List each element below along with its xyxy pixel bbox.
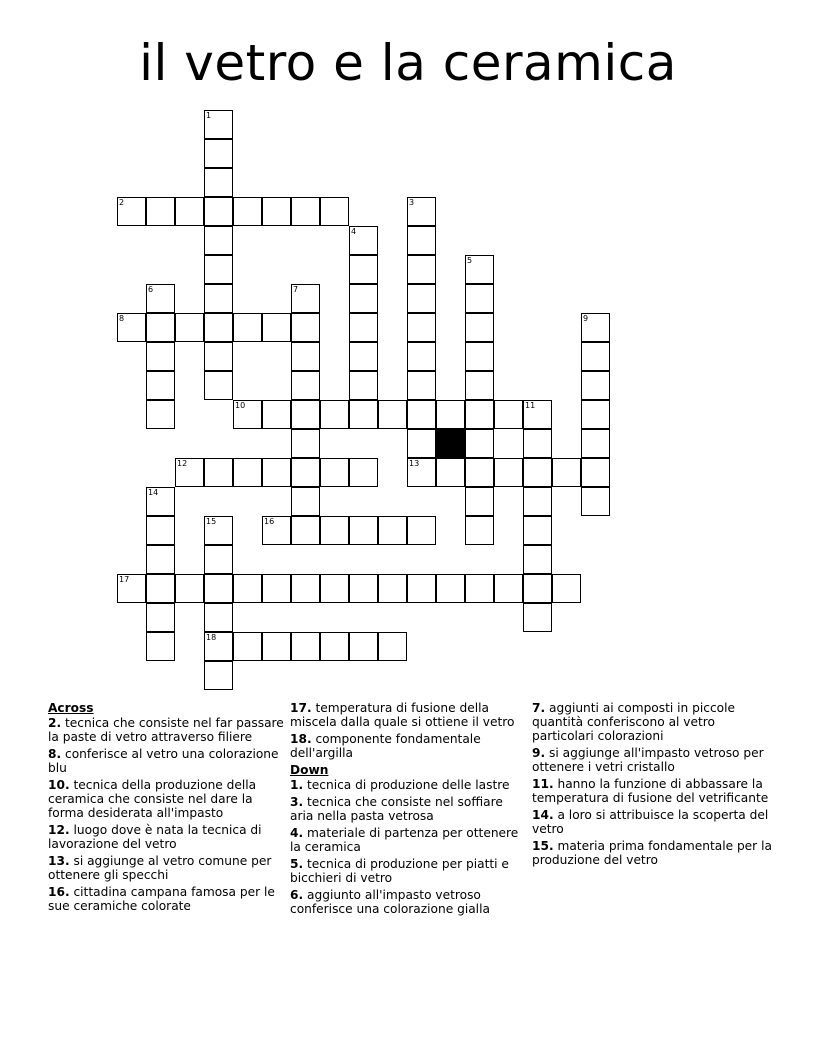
grid-cell[interactable] <box>204 458 233 487</box>
grid-cell[interactable] <box>465 487 494 516</box>
clue-number-label: 7. <box>532 701 546 715</box>
clue-number: 6 <box>148 285 154 294</box>
grid-cell[interactable] <box>291 487 320 516</box>
grid-cell[interactable] <box>117 574 146 603</box>
clue-number-label: 11. <box>532 777 554 791</box>
clue-number-label: 18. <box>290 732 312 746</box>
grid-cell[interactable] <box>262 400 291 429</box>
clue-number: 16 <box>264 517 275 526</box>
grid-cell[interactable] <box>349 574 378 603</box>
clue-text: hanno la funzione di abbassare la temperatura di fusione del vetrificante <box>532 777 769 805</box>
grid-cell[interactable] <box>436 574 465 603</box>
down-clue-6 <box>290 888 530 916</box>
grid-cell[interactable] <box>407 371 436 400</box>
clue-text: tecnica che consiste nel far passare la paste di vetro attraverso filiere <box>48 716 284 744</box>
clue-number-label: 15. <box>532 839 554 853</box>
grid-cell[interactable] <box>494 458 523 487</box>
clue-number-label: 6. <box>290 888 304 902</box>
grid-cell[interactable] <box>494 400 523 429</box>
clue-text: componente fondamentale dell'argilla <box>290 732 481 760</box>
clue-number: 8 <box>119 314 125 323</box>
grid-cell[interactable] <box>204 110 233 139</box>
grid-cell[interactable] <box>291 632 320 661</box>
clue-number-label: 10. <box>48 778 70 792</box>
grid-cell[interactable] <box>465 429 494 458</box>
grid-cell[interactable] <box>262 574 291 603</box>
grid-cell[interactable] <box>465 400 494 429</box>
grid-cell[interactable] <box>146 371 175 400</box>
clue-number: 9 <box>583 314 589 323</box>
grid-cell[interactable] <box>146 342 175 371</box>
down-clues-column-2 <box>532 701 772 870</box>
grid-cell[interactable] <box>523 458 552 487</box>
clue-number: 18 <box>206 633 217 642</box>
grid-cell[interactable] <box>291 284 320 313</box>
grid-cell[interactable] <box>436 458 465 487</box>
down-clue-4 <box>290 826 530 854</box>
clue-number: 1 <box>206 111 212 120</box>
clue-text: materia prima fondamentale per la produzione del vetro <box>532 839 772 867</box>
clue-number-label: 8. <box>48 747 62 761</box>
clue-number: 3 <box>409 198 415 207</box>
grid-cell[interactable] <box>204 632 233 661</box>
grid-cell[interactable] <box>378 516 407 545</box>
grid-cell[interactable] <box>233 632 262 661</box>
clue-number-label: 13. <box>48 854 70 868</box>
clue-number-label: 16. <box>48 885 70 899</box>
grid-cell[interactable] <box>349 313 378 342</box>
clue-number: 5 <box>467 256 473 265</box>
grid-cell[interactable] <box>146 313 175 342</box>
grid-cell[interactable] <box>233 197 262 226</box>
across-heading: Across <box>48 701 94 715</box>
grid-cell[interactable] <box>581 458 610 487</box>
grid-cell[interactable] <box>262 313 291 342</box>
down-clue-11 <box>532 777 772 805</box>
clue-number: 7 <box>293 285 299 294</box>
grid-cell[interactable] <box>552 458 581 487</box>
grid-cell[interactable] <box>349 400 378 429</box>
down-clue-5 <box>290 857 530 885</box>
grid-cell[interactable] <box>407 342 436 371</box>
grid-cell[interactable] <box>407 458 436 487</box>
across-clues <box>48 701 288 916</box>
clue-text: tecnica che consiste nel soffiare aria nella pasta vetrosa <box>290 795 503 823</box>
grid-cell[interactable] <box>204 603 233 632</box>
across-clue-13 <box>48 854 288 882</box>
grid-cell[interactable] <box>407 284 436 313</box>
grid-cell[interactable] <box>233 400 262 429</box>
grid-cell[interactable] <box>320 574 349 603</box>
grid-cell[interactable] <box>349 458 378 487</box>
grid-cell[interactable] <box>146 516 175 545</box>
clue-number: 11 <box>525 401 536 410</box>
grid-cell[interactable] <box>523 545 552 574</box>
grid-cell[interactable] <box>204 371 233 400</box>
grid-cell[interactable] <box>581 371 610 400</box>
grid-cell[interactable] <box>146 400 175 429</box>
grid-cell[interactable] <box>523 429 552 458</box>
clue-number-label: 2. <box>48 716 62 730</box>
grid-cell[interactable] <box>523 400 552 429</box>
grid-cell[interactable] <box>291 313 320 342</box>
grid-cell[interactable] <box>320 197 349 226</box>
clue-number-label: 14. <box>532 808 554 822</box>
clue-number-label: 4. <box>290 826 304 840</box>
grid-cell[interactable] <box>117 313 146 342</box>
clue-number: 12 <box>177 459 188 468</box>
grid-cell[interactable] <box>146 197 175 226</box>
grid-cell[interactable] <box>204 226 233 255</box>
grid-cell[interactable] <box>146 632 175 661</box>
grid-cell[interactable] <box>378 632 407 661</box>
grid-cell[interactable] <box>407 255 436 284</box>
grid-cell[interactable] <box>320 400 349 429</box>
grid-cell[interactable] <box>349 632 378 661</box>
grid-cell[interactable] <box>465 284 494 313</box>
clue-text: a loro si attribuisce la scoperta del vetro <box>532 808 769 836</box>
grid-cell[interactable] <box>146 603 175 632</box>
grid-cell[interactable] <box>407 313 436 342</box>
grid-cell[interactable] <box>291 429 320 458</box>
middle-clues-column <box>290 701 530 919</box>
across-clue-18 <box>290 732 530 760</box>
down-clue-3 <box>290 795 530 823</box>
clue-number-label: 1. <box>290 778 304 792</box>
clue-number-label: 12. <box>48 823 70 837</box>
grid-cell[interactable] <box>523 516 552 545</box>
grid-cell[interactable] <box>291 342 320 371</box>
grid-cell[interactable] <box>262 632 291 661</box>
grid-cell[interactable] <box>378 400 407 429</box>
clue-number: 17 <box>119 575 130 584</box>
grid-cell[interactable] <box>465 342 494 371</box>
grid-cell[interactable] <box>204 139 233 168</box>
clue-text: aggiunti ai composti in piccole quantità conferiscono al vetro particolari colorazioni <box>532 701 736 743</box>
clue-number-label: 3. <box>290 795 304 809</box>
grid-cell[interactable] <box>494 574 523 603</box>
grid-cell[interactable] <box>407 516 436 545</box>
grid-cell[interactable] <box>523 487 552 516</box>
grid-cell[interactable] <box>465 516 494 545</box>
across-clue-16 <box>48 885 288 913</box>
grid-cell[interactable] <box>291 574 320 603</box>
grid-cell[interactable] <box>523 574 552 603</box>
grid-cell[interactable] <box>204 545 233 574</box>
grid-cell[interactable] <box>204 255 233 284</box>
grid-cell[interactable] <box>349 342 378 371</box>
grid-cell[interactable] <box>204 574 233 603</box>
grid-cell[interactable] <box>175 197 204 226</box>
grid-cell[interactable] <box>204 284 233 313</box>
grid-cell[interactable] <box>349 284 378 313</box>
clue-text: cittadina campana famosa per le sue ceramiche colorate <box>48 885 275 913</box>
clue-text: si aggiunge al vetro comune per ottenere gli specchi <box>48 854 272 882</box>
clue-text: luogo dove è nata la tecnica di lavorazione del vetro <box>48 823 262 851</box>
grid-cell[interactable] <box>175 574 204 603</box>
down-clue-15 <box>532 839 772 867</box>
grid-cell[interactable] <box>407 574 436 603</box>
across-clue-2 <box>48 716 288 744</box>
grid-cell[interactable] <box>465 313 494 342</box>
clue-number: 2 <box>119 198 125 207</box>
grid-cell[interactable] <box>465 458 494 487</box>
grid-cell[interactable] <box>204 661 233 690</box>
grid-cell[interactable] <box>349 255 378 284</box>
clue-number: 4 <box>351 227 357 236</box>
grid-cell[interactable] <box>175 458 204 487</box>
grid-cell[interactable] <box>581 429 610 458</box>
across-clue-8 <box>48 747 288 775</box>
grid-cell[interactable] <box>465 574 494 603</box>
clue-number: 13 <box>409 459 420 468</box>
grid-cell[interactable] <box>146 545 175 574</box>
grid-cell[interactable] <box>291 458 320 487</box>
grid-cell[interactable] <box>407 197 436 226</box>
grid-cell[interactable] <box>291 371 320 400</box>
grid-cell[interactable] <box>291 197 320 226</box>
grid-cell[interactable] <box>204 313 233 342</box>
down-heading: Down <box>290 763 329 777</box>
across-clue-12 <box>48 823 288 851</box>
grid-cell[interactable] <box>291 400 320 429</box>
grid-cell[interactable] <box>378 574 407 603</box>
grid-cell[interactable] <box>262 197 291 226</box>
clue-text: tecnica di produzione delle lastre <box>303 778 510 792</box>
clue-text: si aggiunge all'impasto vetroso per ottenere i vetri cristallo <box>532 746 764 774</box>
clue-text: conferisce al vetro una colorazione blu <box>48 747 279 775</box>
page-title: il vetro e la ceramica <box>139 34 677 92</box>
grid-cell[interactable] <box>465 371 494 400</box>
grid-cell[interactable] <box>175 313 204 342</box>
grid-cell[interactable] <box>349 371 378 400</box>
grid-cell[interactable] <box>233 313 262 342</box>
down-clue-7 <box>532 701 772 743</box>
grid-cell[interactable] <box>581 313 610 342</box>
clue-number-label: 9. <box>532 746 546 760</box>
across-clue-10 <box>48 778 288 820</box>
grid-cell[interactable] <box>552 574 581 603</box>
clue-number-label: 5. <box>290 857 304 871</box>
grid-cell[interactable] <box>117 197 146 226</box>
across-clue-17 <box>290 701 530 729</box>
clue-number: 14 <box>148 488 159 497</box>
grid-cell[interactable] <box>407 429 436 458</box>
grid-cell[interactable] <box>407 226 436 255</box>
grid-cell[interactable] <box>204 168 233 197</box>
grid-cell[interactable] <box>146 574 175 603</box>
grid-cell[interactable] <box>204 342 233 371</box>
grid-cell[interactable] <box>233 458 262 487</box>
clue-number: 15 <box>206 517 217 526</box>
grid-cell[interactable] <box>349 516 378 545</box>
grid-cell[interactable] <box>436 400 465 429</box>
grid-cell[interactable] <box>204 197 233 226</box>
grid-cell[interactable] <box>233 574 262 603</box>
grid-cell[interactable] <box>581 342 610 371</box>
grid-cell[interactable] <box>146 284 175 313</box>
grid-cell[interactable] <box>465 255 494 284</box>
down-clue-14 <box>532 808 772 836</box>
grid-cell[interactable] <box>320 516 349 545</box>
down-clue-9 <box>532 746 772 774</box>
grid-cell[interactable] <box>291 516 320 545</box>
grid-cell[interactable] <box>320 458 349 487</box>
grid-cell[interactable] <box>320 632 349 661</box>
clue-number-label: 17. <box>290 701 312 715</box>
clue-text: materiale di partenza per ottenere la ceramica <box>290 826 519 854</box>
grid-cell[interactable] <box>262 458 291 487</box>
grid-cell[interactable] <box>146 487 175 516</box>
grid-cell[interactable] <box>407 400 436 429</box>
clue-number: 10 <box>235 401 246 410</box>
down-clue-1 <box>290 778 530 792</box>
black-cell <box>436 429 465 458</box>
grid-cell[interactable] <box>204 516 233 545</box>
clue-text: tecnica della produzione della ceramica che consiste nel dare la forma desiderata all'impasto <box>48 778 257 820</box>
clue-text: tecnica di produzione per piatti e bicchieri di vetro <box>290 857 509 885</box>
grid-cell[interactable] <box>262 516 291 545</box>
grid-cell[interactable] <box>581 400 610 429</box>
clue-text: aggiunto all'impasto vetroso conferisce una colorazione gialla <box>290 888 490 916</box>
clue-text: temperatura di fusione della miscela dalla quale si ottiene il vetro <box>290 701 515 729</box>
grid-cell[interactable] <box>523 603 552 632</box>
grid-cell[interactable] <box>349 226 378 255</box>
grid-cell[interactable] <box>581 487 610 516</box>
